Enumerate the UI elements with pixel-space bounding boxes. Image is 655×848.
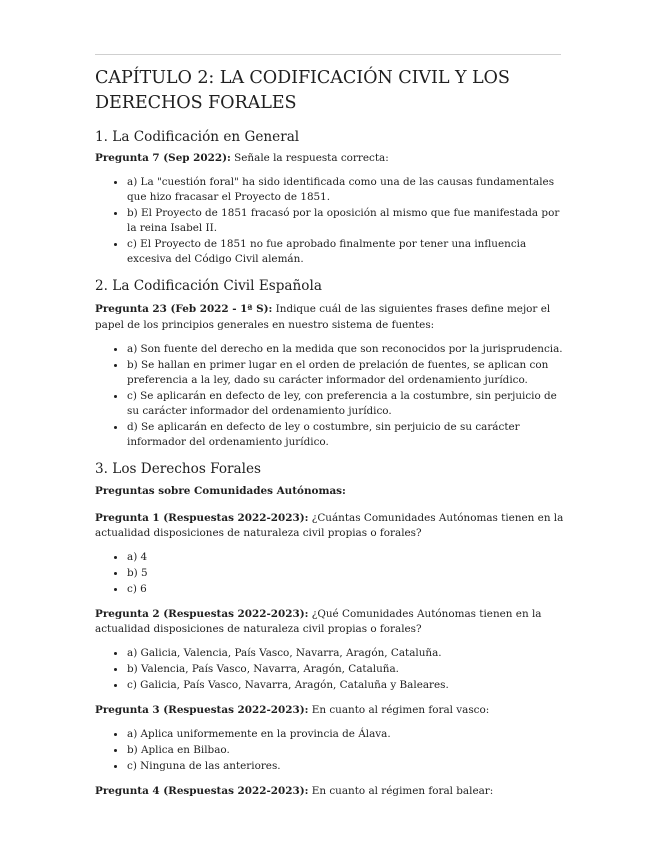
answer-option: • b) 5 <box>127 565 565 581</box>
chapter-title: CAPÍTULO 2: LA CODIFICACIÓN CIVIL Y LOS DERECHOS FORALES <box>95 68 510 113</box>
question-7 <box>95 151 565 166</box>
answer-option: • c) 6 <box>127 581 565 597</box>
subheading-text: Preguntas sobre Comunidades Autónomas: <box>95 485 346 497</box>
answer-list-q2 <box>95 645 565 693</box>
answer-list-q3 <box>95 726 565 774</box>
section-heading-1: 1. La Codificación en General <box>95 129 300 145</box>
question-text: En cuanto al régimen foral vasco: <box>308 704 490 716</box>
answer-option: • a) Galicia, Valencia, País Vasco, Navarra, Aragón, Cataluña. <box>127 645 565 661</box>
question-text: Indique cuál de las siguientes frases define mejor el papel de los principios generales en nuestro sistema de fuentes: <box>95 303 551 331</box>
answer-list-q23 <box>95 341 565 450</box>
answer-option: • b) Aplica en Bilbao. <box>127 742 565 758</box>
answer-option: • a) Son fuente del derecho en la medida que son reconocidos por la jurisprudencia. <box>127 341 565 357</box>
subheading <box>95 484 565 499</box>
question-text: En cuanto al régimen foral balear: <box>308 785 494 797</box>
answer-option: • b) Valencia, País Vasco, Navarra, Aragón, Cataluña. <box>127 661 565 677</box>
answer-option: • a) 4 <box>127 549 565 565</box>
answer-option: • a) La "cuestión foral" ha sido identificada como una de las causas fundamentales que hizo fracasar el Proyecto de 1851. <box>127 174 565 205</box>
answer-option: • a) Aplica uniformemente en la provincia de Álava. <box>127 726 565 742</box>
question-text: ¿Cuántas Comunidades Autónomas tienen en la actualidad disposiciones de naturaleza civil propias o forales? <box>95 512 564 539</box>
question-label: Pregunta 1 (Respuestas 2022-2023): <box>95 512 309 524</box>
document-body <box>95 66 565 799</box>
answer-option: • c) Se aplicarán en defecto de ley, con preferencia a la costumbre, sin perjuicio de su carácter informador del ordenamiento jurídico. <box>127 388 565 419</box>
question-label: Pregunta 3 (Respuestas 2022-2023): <box>95 704 309 716</box>
answer-option: • d) Se aplicarán en defecto de ley o costumbre, sin perjuicio de su carácter informador del ordenamiento jurídico. <box>127 419 565 450</box>
answer-list-q1 <box>95 549 565 597</box>
question-4 <box>95 784 565 799</box>
question-23 <box>95 301 565 333</box>
question-label: Pregunta 4 (Respuestas 2022-2023): <box>95 785 309 797</box>
section-heading-3: 3. Los Derechos Forales <box>95 461 261 477</box>
question-1 <box>95 511 565 541</box>
answer-option: • c) Ninguna de las anteriores. <box>127 758 565 774</box>
question-label: Pregunta 2 (Respuestas 2022-2023): <box>95 608 309 620</box>
question-text: Señale la respuesta correcta: <box>230 152 389 164</box>
question-3 <box>95 703 565 718</box>
answer-option: • b) El Proyecto de 1851 fracasó por la oposición al mismo que fue manifestada por la reina Isabel II. <box>127 205 565 236</box>
question-text: ¿Qué Comunidades Autónomas tienen en la actualidad disposiciones de naturaleza civil propias o forales? <box>95 608 542 635</box>
answer-option: • b) Se hallan en primer lugar en el orden de prelación de fuentes, se aplican con preferencia a la ley, dado su carácter informador del ordenamiento jurídico. <box>127 357 565 388</box>
answer-option: • c) Galicia, País Vasco, Navarra, Aragón, Cataluña y Baleares. <box>127 677 565 693</box>
question-2 <box>95 607 565 637</box>
question-label: Pregunta 7 (Sep 2022): <box>95 152 231 164</box>
top-divider <box>95 54 561 55</box>
answer-option: • c) El Proyecto de 1851 no fue aprobado finalmente por tener una influencia excesiva del Código Civil alemán. <box>127 236 565 267</box>
answer-list-q7 <box>95 174 565 267</box>
question-label: Pregunta 23 (Feb 2022 - 1ª S): <box>95 303 273 315</box>
section-heading-2: 2. La Codificación Civil Española <box>95 278 322 294</box>
